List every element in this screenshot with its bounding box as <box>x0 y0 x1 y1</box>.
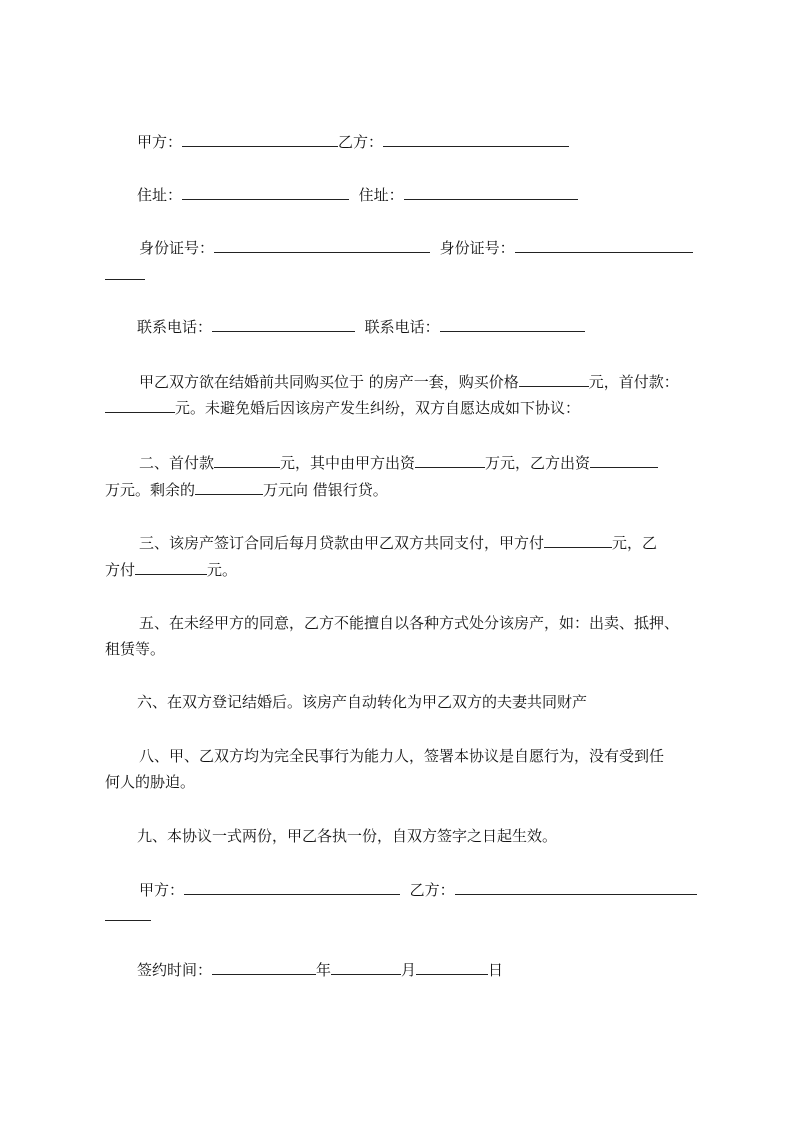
intro-text-1: 甲乙双方欲在结婚前共同购买位于 的房产一套，购买价格 <box>139 373 519 391</box>
clause-2-text-2: 元，其中由甲方出资 <box>280 454 416 472</box>
phone-row <box>137 316 585 338</box>
clause-3-text-4: 元。 <box>207 561 238 579</box>
party-b-contribution-blank[interactable] <box>590 452 658 468</box>
loan-amount-blank[interactable] <box>195 479 263 495</box>
party-b-label: 乙方： <box>338 133 384 151</box>
signing-date-row <box>137 959 503 981</box>
clause-3-line-1 <box>139 532 657 554</box>
party-b-signature-blank[interactable] <box>455 879 697 895</box>
signature-party-b-label: 乙方： <box>409 881 455 899</box>
clause-2-line-2 <box>105 479 388 501</box>
clause-2-text-3: 万元，乙方出资 <box>485 454 591 472</box>
month-blank[interactable] <box>331 959 401 975</box>
party-b-phone-label: 联系电话： <box>364 318 440 336</box>
id-row <box>139 237 693 259</box>
party-b-id-blank-continued[interactable] <box>105 264 145 280</box>
month-label: 月 <box>401 961 417 979</box>
clause-2-text-5: 万元向 借银行贷。 <box>263 481 388 499</box>
id-row-continued <box>105 264 145 286</box>
year-blank[interactable] <box>212 959 316 975</box>
party-b-signature-blank-continued[interactable] <box>105 905 151 921</box>
party-b-address-blank[interactable] <box>404 184 578 200</box>
clause-2-text-4: 万元。剩余的 <box>105 481 196 499</box>
party-b-phone-blank[interactable] <box>440 316 585 332</box>
clause-3-text-3: 方付 <box>105 561 136 579</box>
party-a-phone-label: 联系电话： <box>137 318 213 336</box>
party-a-monthly-blank[interactable] <box>544 532 612 548</box>
address-row <box>137 184 578 206</box>
party-a-id-label: 身份证号： <box>139 239 215 257</box>
party-a-phone-blank[interactable] <box>212 316 355 332</box>
down-payment-blank[interactable] <box>105 397 175 413</box>
party-a-contribution-blank[interactable] <box>415 452 485 468</box>
clause-2-text-1: 二、首付款 <box>139 454 215 472</box>
clause-9: 九、本协议一式两份，甲乙各执一份，自双方签字之日起生效。 <box>137 827 558 845</box>
party-row <box>137 131 569 153</box>
clause-5-line-2: 租赁等。 <box>105 640 166 658</box>
party-b-monthly-blank[interactable] <box>135 559 207 575</box>
intro-text-3: 元。未避免婚后因该房产发生纠纷，双方自愿达成如下协议： <box>175 399 581 417</box>
clause-5-line-1: 五、在未经甲方的同意，乙方不能擅自以各种方式处分该房产，如：出卖、抵押、 <box>139 614 680 632</box>
party-a-id-blank[interactable] <box>214 237 430 253</box>
clause-3-line-2 <box>105 559 237 581</box>
signature-party-a-label: 甲方： <box>139 881 185 899</box>
clause-3-text-1: 三、该房产签订合同后每月贷款由甲乙双方共同支付，甲方付 <box>139 534 545 552</box>
party-b-id-blank[interactable] <box>515 237 693 253</box>
party-a-address-blank[interactable] <box>182 184 349 200</box>
day-label: 日 <box>488 961 504 979</box>
intro-clause-line-2 <box>105 397 580 419</box>
party-a-label: 甲方： <box>137 133 183 151</box>
party-a-name-blank[interactable] <box>182 131 338 147</box>
signing-date-label: 签约时间： <box>137 961 213 979</box>
clause-8-line-2: 何人的胁迫。 <box>105 773 196 791</box>
party-b-address-label: 住址： <box>358 186 404 204</box>
clause-2-line-1 <box>139 452 658 474</box>
clause-2-down-payment-blank[interactable] <box>214 452 280 468</box>
party-b-id-label: 身份证号： <box>439 239 515 257</box>
intro-text-2: 元，首付款： <box>588 373 679 391</box>
party-a-signature-blank[interactable] <box>184 879 400 895</box>
clause-6: 六、在双方登记结婚后。该房产自动转化为甲乙双方的夫妻共同财产 <box>137 693 588 711</box>
party-a-address-label: 住址： <box>137 186 183 204</box>
purchase-price-blank[interactable] <box>519 371 589 387</box>
party-b-name-blank[interactable] <box>383 131 569 147</box>
signature-row <box>139 879 697 901</box>
day-blank[interactable] <box>416 959 488 975</box>
clause-3-text-2: 元，乙 <box>612 534 658 552</box>
signature-row-continued <box>105 905 151 927</box>
clause-8-line-1: 八、甲、乙双方均为完全民事行为能力人，签署本协议是自愿行为，没有受到任 <box>139 747 665 765</box>
year-label: 年 <box>316 961 332 979</box>
intro-clause-line-1 <box>139 371 679 393</box>
